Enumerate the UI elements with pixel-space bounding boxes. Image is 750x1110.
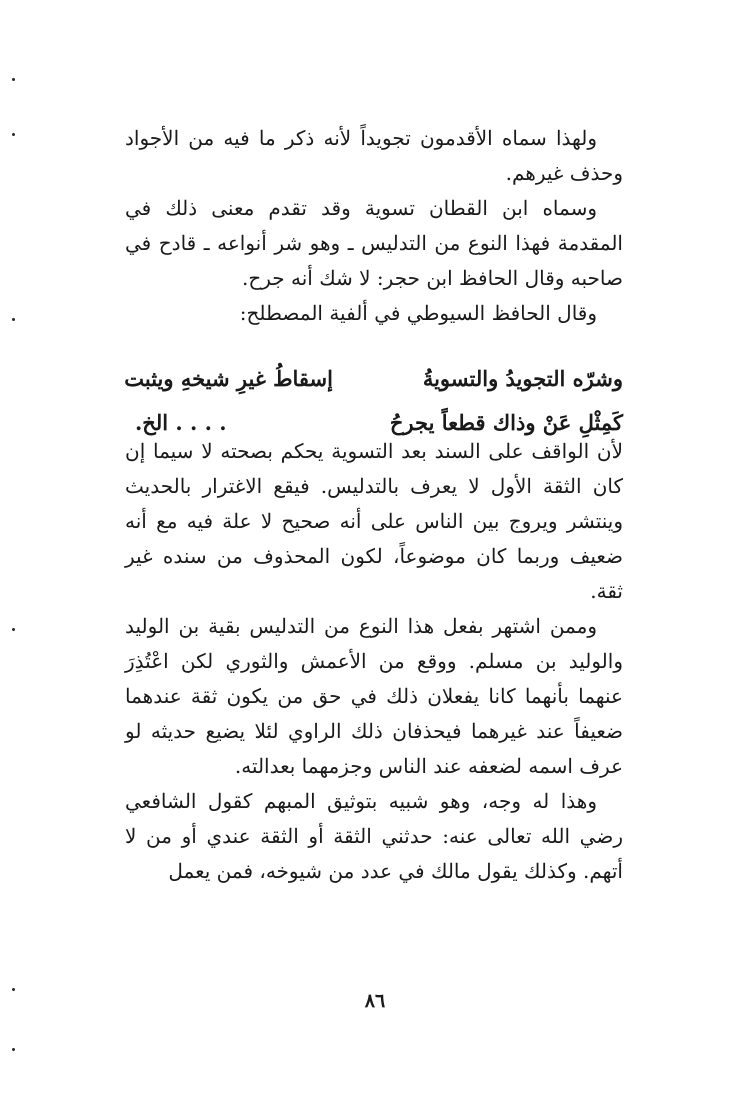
page-number: ٨٦ — [364, 990, 386, 1012]
paragraph: لأن الواقف على السند بعد التسوية يحكم بصحته لا سيما إن كان الثقة الأول لا يعرف بالتدليس. فيقع الاغترار بالحديث وينتشر ويروج بين الناس على أنه صحيح لا علة فيه مع أنه ضعيف وربما كان موضوعاً، لكون المحذوف من سنده غير ثقة. — [125, 439, 623, 603]
scan-speck — [12, 1048, 15, 1051]
scan-speck — [12, 318, 15, 321]
scan-speck — [12, 78, 15, 81]
poem-verse — [125, 352, 623, 438]
paragraph: وقال الحافظ السيوطي في ألفية المصطلح: — [239, 301, 597, 325]
verse-hemistich: إسقاطُ غيرِ شيخهِ ويثبت — [124, 366, 333, 391]
verse-hemistich: وشرّه التجويدُ والتسويةُ — [422, 366, 623, 391]
body-text-top — [125, 121, 623, 331]
verse-hemistich: . . . . الخ. — [135, 410, 227, 435]
paragraph: وسماه ابن القطان تسوية وقد تقدم معنى ذلك في المقدمة فهذا النوع من التدليس ـ وهو شر أنواعه ـ قادح في صاحبه وقال الحافظ ابن حجر: لا شك أنه جرح. — [125, 196, 623, 290]
verse-hemistich: كَمِثْلِ عَنْ وذاك قطعاً يجرحُ — [389, 410, 623, 435]
paragraph: وممن اشتهر بفعل هذا النوع من التدليس بقية بن الوليد والوليد بن مسلم. ووقع من الأعمش والثوري لكن اعْتُذِرَ عنهما بأنهما كانا يفعلان ذلك في حق من يكون ثقة عندهما ضعيفاً عند غيرهما فيحذفان ذلك الراوي لئلا يضيع حديثه لو عرف اسمه لضعفه عند الناس وجزمهما بعدالته. — [125, 614, 623, 778]
body-text-bottom — [125, 434, 623, 889]
scan-speck — [12, 628, 15, 631]
paragraph: ولهذا سماه الأقدمون تجويداً لأنه ذكر ما فيه من الأجواد وحذف غيرهم. — [125, 126, 623, 185]
scan-speck — [12, 133, 15, 136]
paragraph: وهذا له وجه، وهو شبيه بتوثيق المبهم كقول الشافعي رضي الله تعالى عنه: حدثني الثقة أو الثقة عندي أو من لا أتهم. وكذلك يقول مالك في عدد من شيوخه، فمن يعمل — [125, 789, 623, 883]
